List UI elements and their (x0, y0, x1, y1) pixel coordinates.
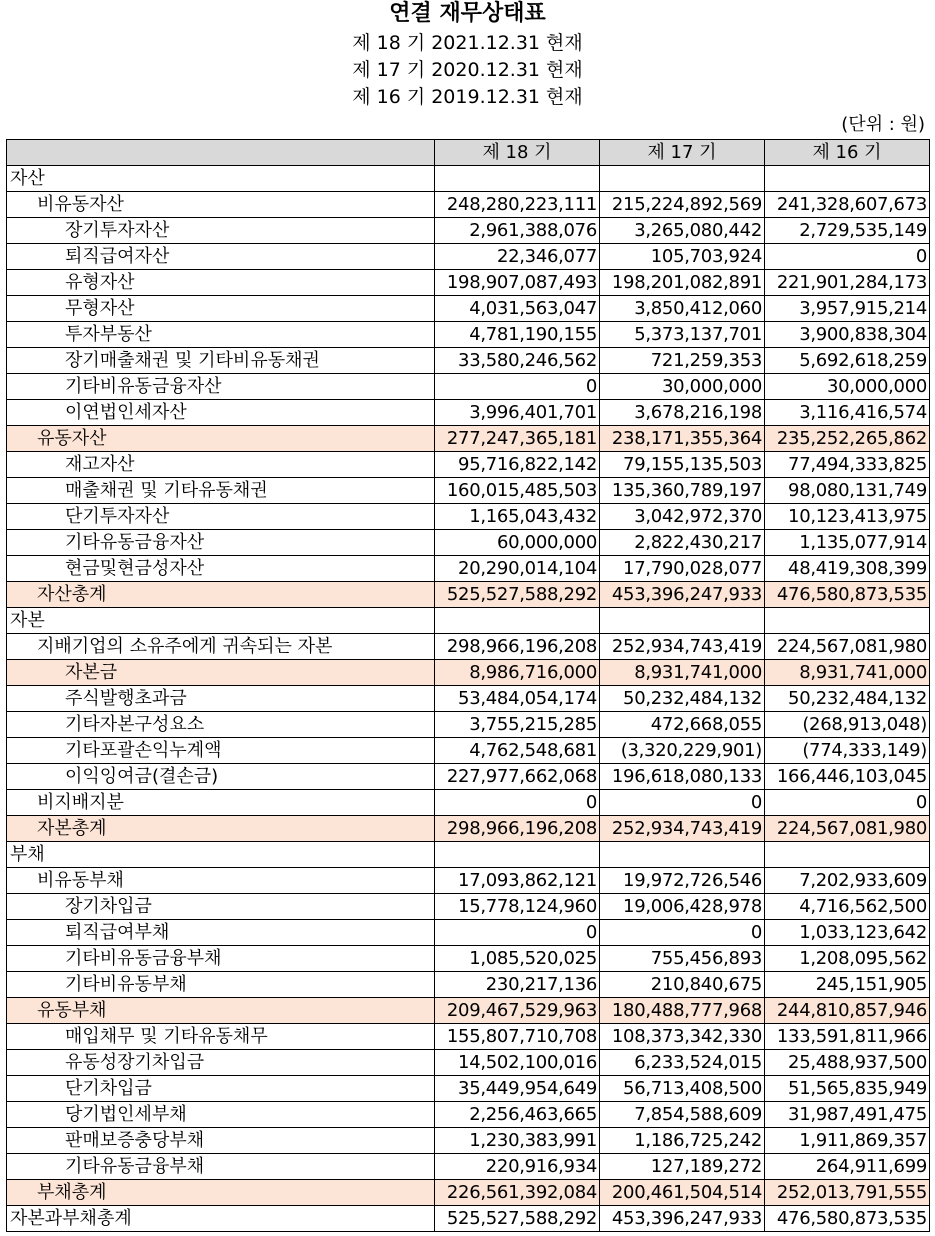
row-label: 재고자산 (7, 452, 435, 478)
table-row (7, 608, 930, 634)
row-value-period-18: 298,966,196,208 (435, 816, 600, 842)
table-row (7, 1206, 930, 1232)
table-row (7, 790, 930, 816)
row-value-period-17: 200,461,504,514 (600, 1180, 765, 1206)
row-value-period-17: 252,934,743,419 (600, 634, 765, 660)
balance-sheet-table (6, 139, 930, 1232)
row-value-period-16: 1,208,095,562 (765, 946, 930, 972)
row-value-period-17: 198,201,082,891 (600, 270, 765, 296)
row-value-period-16: 77,494,333,825 (765, 452, 930, 478)
column-header-17: 제 17 기 (600, 140, 765, 166)
row-value-period-17: 210,840,675 (600, 972, 765, 998)
row-value-period-18 (435, 166, 600, 192)
table-row (7, 1180, 930, 1206)
row-value-period-16: 48,419,308,399 (765, 556, 930, 582)
table-row (7, 1128, 930, 1154)
row-label: 유동부채 (7, 998, 435, 1024)
row-value-period-18: 3,755,215,285 (435, 712, 600, 738)
table-row (7, 1076, 930, 1102)
row-value-period-16: 8,931,741,000 (765, 660, 930, 686)
row-value-period-17: 453,396,247,933 (600, 1206, 765, 1232)
row-label: 퇴직급여부채 (7, 920, 435, 946)
row-value-period-18: 298,966,196,208 (435, 634, 600, 660)
row-value-period-17: 0 (600, 920, 765, 946)
row-value-period-18: 227,977,662,068 (435, 764, 600, 790)
row-label: 자본총계 (7, 816, 435, 842)
row-value-period-17: 2,822,430,217 (600, 530, 765, 556)
row-label: 자본 (7, 608, 435, 634)
row-value-period-16: 221,901,284,173 (765, 270, 930, 296)
table-row (7, 920, 930, 946)
row-value-period-18: 8,986,716,000 (435, 660, 600, 686)
period-line-17: 제 17 기 2020.12.31 현재 (352, 59, 583, 81)
row-value-period-16: 31,987,491,475 (765, 1102, 930, 1128)
table-row (7, 842, 930, 868)
table-row (7, 1024, 930, 1050)
table-row (7, 530, 930, 556)
row-value-period-18: 1,085,520,025 (435, 946, 600, 972)
row-value-period-18: 0 (435, 790, 600, 816)
row-value-period-17: 196,618,080,133 (600, 764, 765, 790)
row-value-period-17: 755,456,893 (600, 946, 765, 972)
row-value-period-16: 30,000,000 (765, 374, 930, 400)
row-label: 장기매출채권 및 기타비유동채권 (7, 348, 435, 374)
table-row (7, 348, 930, 374)
table-row (7, 166, 930, 192)
column-header-18: 제 18 기 (435, 140, 600, 166)
row-value-period-17: 721,259,353 (600, 348, 765, 374)
row-value-period-18: 95,716,822,142 (435, 452, 600, 478)
row-label: 단기투자자산 (7, 504, 435, 530)
row-value-period-17: 8,931,741,000 (600, 660, 765, 686)
row-value-period-17: (3,320,229,901) (600, 738, 765, 764)
row-value-period-17: 180,488,777,968 (600, 998, 765, 1024)
row-value-period-17: 3,042,972,370 (600, 504, 765, 530)
row-value-period-18: 220,916,934 (435, 1154, 600, 1180)
row-label: 자산총계 (7, 582, 435, 608)
table-row (7, 426, 930, 452)
row-value-period-18: 0 (435, 920, 600, 946)
row-value-period-18: 60,000,000 (435, 530, 600, 556)
row-value-period-17: 472,668,055 (600, 712, 765, 738)
table-row (7, 192, 930, 218)
column-header-16: 제 16 기 (765, 140, 930, 166)
row-value-period-16: 224,567,081,980 (765, 816, 930, 842)
row-label: 부채 (7, 842, 435, 868)
row-value-period-18: 248,280,223,111 (435, 192, 600, 218)
row-value-period-16: 133,591,811,966 (765, 1024, 930, 1050)
row-value-period-18: 1,230,383,991 (435, 1128, 600, 1154)
row-value-period-18: 53,484,054,174 (435, 686, 600, 712)
row-value-period-17 (600, 166, 765, 192)
row-value-period-16: 1,033,123,642 (765, 920, 930, 946)
row-value-period-17: 127,189,272 (600, 1154, 765, 1180)
row-value-period-17: 3,265,080,442 (600, 218, 765, 244)
row-value-period-16: (774,333,149) (765, 738, 930, 764)
row-value-period-17: 0 (600, 790, 765, 816)
row-value-period-17: 252,934,743,419 (600, 816, 765, 842)
row-value-period-18: 230,217,136 (435, 972, 600, 998)
table-row (7, 296, 930, 322)
table-row (7, 400, 930, 426)
row-value-period-18: 160,015,485,503 (435, 478, 600, 504)
period-line-18: 제 18 기 2021.12.31 현재 (352, 32, 583, 54)
row-label: 자본과부채총계 (7, 1206, 435, 1232)
row-value-period-17 (600, 842, 765, 868)
row-label: 이익잉여금(결손금) (7, 764, 435, 790)
row-label: 자본금 (7, 660, 435, 686)
row-value-period-18: 20,290,014,104 (435, 556, 600, 582)
row-label: 무형자산 (7, 296, 435, 322)
row-value-period-16: 224,567,081,980 (765, 634, 930, 660)
period-line-16: 제 16 기 2019.12.31 현재 (352, 86, 583, 108)
column-header-label (7, 140, 435, 166)
row-value-period-17: 19,972,726,546 (600, 868, 765, 894)
row-value-period-18: 22,346,077 (435, 244, 600, 270)
row-value-period-17: 19,006,428,978 (600, 894, 765, 920)
table-row (7, 1050, 930, 1076)
row-value-period-18: 4,781,190,155 (435, 322, 600, 348)
row-label: 자산 (7, 166, 435, 192)
row-value-period-16: 50,232,484,132 (765, 686, 930, 712)
row-value-period-16: 5,692,618,259 (765, 348, 930, 374)
row-value-period-17: 6,233,524,015 (600, 1050, 765, 1076)
row-value-period-17: 30,000,000 (600, 374, 765, 400)
row-value-period-18: 2,256,463,665 (435, 1102, 600, 1128)
table-row (7, 374, 930, 400)
row-value-period-18: 3,996,401,701 (435, 400, 600, 426)
row-label: 기타포괄손익누계액 (7, 738, 435, 764)
row-value-period-18 (435, 608, 600, 634)
row-value-period-16: 98,080,131,749 (765, 478, 930, 504)
table-row (7, 998, 930, 1024)
table-row (7, 972, 930, 998)
row-value-period-16: 51,565,835,949 (765, 1076, 930, 1102)
row-value-period-16: 3,957,915,214 (765, 296, 930, 322)
row-value-period-17: 108,373,342,330 (600, 1024, 765, 1050)
row-value-period-16: 7,202,933,609 (765, 868, 930, 894)
row-value-period-17: 3,678,216,198 (600, 400, 765, 426)
table-row (7, 868, 930, 894)
row-value-period-18: 14,502,100,016 (435, 1050, 600, 1076)
row-label: 현금및현금성자산 (7, 556, 435, 582)
row-label: 비유동부채 (7, 868, 435, 894)
row-label: 매입채무 및 기타유동채무 (7, 1024, 435, 1050)
table-row (7, 478, 930, 504)
row-value-period-18: 525,527,588,292 (435, 582, 600, 608)
row-value-period-18: 4,762,548,681 (435, 738, 600, 764)
row-value-period-16 (765, 608, 930, 634)
row-label: 기타비유동금융부채 (7, 946, 435, 972)
row-value-period-16: 235,252,265,862 (765, 426, 930, 452)
row-value-period-16: 1,135,077,914 (765, 530, 930, 556)
row-label: 기타비유동부채 (7, 972, 435, 998)
row-label: 기타비유동금융자산 (7, 374, 435, 400)
table-row (7, 816, 930, 842)
table-row (7, 218, 930, 244)
row-label: 장기투자자산 (7, 218, 435, 244)
row-value-period-16: 3,116,416,574 (765, 400, 930, 426)
row-value-period-17: 238,171,355,364 (600, 426, 765, 452)
row-value-period-18 (435, 842, 600, 868)
table-row (7, 738, 930, 764)
row-label: 유동성장기차입금 (7, 1050, 435, 1076)
row-label: 투자부동산 (7, 322, 435, 348)
document-title: 연결 재무상태표 (389, 1, 546, 26)
row-value-period-17: 7,854,588,609 (600, 1102, 765, 1128)
row-value-period-18: 15,778,124,960 (435, 894, 600, 920)
row-value-period-17: 79,155,135,503 (600, 452, 765, 478)
table-row (7, 244, 930, 270)
row-label: 유동자산 (7, 426, 435, 452)
row-value-period-17: 453,396,247,933 (600, 582, 765, 608)
row-value-period-18: 277,247,365,181 (435, 426, 600, 452)
table-row (7, 504, 930, 530)
row-value-period-17 (600, 608, 765, 634)
row-label: 비지배지분 (7, 790, 435, 816)
table-row (7, 1154, 930, 1180)
table-row (7, 686, 930, 712)
row-value-period-16: 0 (765, 790, 930, 816)
row-value-period-16: 0 (765, 244, 930, 270)
row-value-period-18: 35,449,954,649 (435, 1076, 600, 1102)
row-value-period-16: 166,446,103,045 (765, 764, 930, 790)
row-value-period-16: 245,151,905 (765, 972, 930, 998)
row-value-period-16: 244,810,857,946 (765, 998, 930, 1024)
table-header-row (7, 140, 930, 166)
row-value-period-18: 226,561,392,084 (435, 1180, 600, 1206)
row-value-period-17: 56,713,408,500 (600, 1076, 765, 1102)
row-value-period-18: 17,093,862,121 (435, 868, 600, 894)
row-value-period-17: 50,232,484,132 (600, 686, 765, 712)
row-value-period-16: 252,013,791,555 (765, 1180, 930, 1206)
row-value-period-18: 155,807,710,708 (435, 1024, 600, 1050)
table-row (7, 270, 930, 296)
table-row (7, 660, 930, 686)
row-value-period-16: 3,900,838,304 (765, 322, 930, 348)
row-label: 퇴직급여자산 (7, 244, 435, 270)
row-label: 판매보증충당부채 (7, 1128, 435, 1154)
row-value-period-18: 209,467,529,963 (435, 998, 600, 1024)
table-row (7, 764, 930, 790)
row-value-period-17: 5,373,137,701 (600, 322, 765, 348)
table-row (7, 1102, 930, 1128)
row-value-period-16: 264,911,699 (765, 1154, 930, 1180)
table-row (7, 556, 930, 582)
table-row (7, 946, 930, 972)
row-label: 단기차입금 (7, 1076, 435, 1102)
row-label: 장기차입금 (7, 894, 435, 920)
row-value-period-16: (268,913,048) (765, 712, 930, 738)
row-value-period-16: 4,716,562,500 (765, 894, 930, 920)
table-row (7, 894, 930, 920)
row-value-period-16: 10,123,413,975 (765, 504, 930, 530)
row-value-period-18: 1,165,043,432 (435, 504, 600, 530)
row-value-period-16: 25,488,937,500 (765, 1050, 930, 1076)
row-value-period-16: 1,911,869,357 (765, 1128, 930, 1154)
row-value-period-17: 3,850,412,060 (600, 296, 765, 322)
row-value-period-16: 476,580,873,535 (765, 582, 930, 608)
row-label: 비유동자산 (7, 192, 435, 218)
table-body (7, 166, 930, 1232)
row-label: 부채총계 (7, 1180, 435, 1206)
row-label: 기타유동금융자산 (7, 530, 435, 556)
row-value-period-17: 135,360,789,197 (600, 478, 765, 504)
row-label: 유형자산 (7, 270, 435, 296)
row-value-period-17: 17,790,028,077 (600, 556, 765, 582)
unit-label: (단위 : 원) (841, 114, 925, 135)
row-value-period-16: 476,580,873,535 (765, 1206, 930, 1232)
row-value-period-18: 33,580,246,562 (435, 348, 600, 374)
row-value-period-16: 2,729,535,149 (765, 218, 930, 244)
row-value-period-17: 215,224,892,569 (600, 192, 765, 218)
row-value-period-18: 2,961,388,076 (435, 218, 600, 244)
table-row (7, 582, 930, 608)
row-value-period-16 (765, 842, 930, 868)
row-value-period-18: 4,031,563,047 (435, 296, 600, 322)
row-label: 기타유동금융부채 (7, 1154, 435, 1180)
row-label: 지배기업의 소유주에게 귀속되는 자본 (7, 634, 435, 660)
row-value-period-17: 1,186,725,242 (600, 1128, 765, 1154)
row-value-period-18: 525,527,588,292 (435, 1206, 600, 1232)
table-row (7, 712, 930, 738)
table-row (7, 322, 930, 348)
row-label: 매출채권 및 기타유동채권 (7, 478, 435, 504)
row-label: 당기법인세부채 (7, 1102, 435, 1128)
table-row (7, 452, 930, 478)
row-label: 이연법인세자산 (7, 400, 435, 426)
row-value-period-16 (765, 166, 930, 192)
row-value-period-17: 105,703,924 (600, 244, 765, 270)
row-value-period-18: 0 (435, 374, 600, 400)
table-row (7, 634, 930, 660)
row-value-period-16: 241,328,607,673 (765, 192, 930, 218)
row-value-period-18: 198,907,087,493 (435, 270, 600, 296)
row-label: 주식발행초과금 (7, 686, 435, 712)
row-label: 기타자본구성요소 (7, 712, 435, 738)
